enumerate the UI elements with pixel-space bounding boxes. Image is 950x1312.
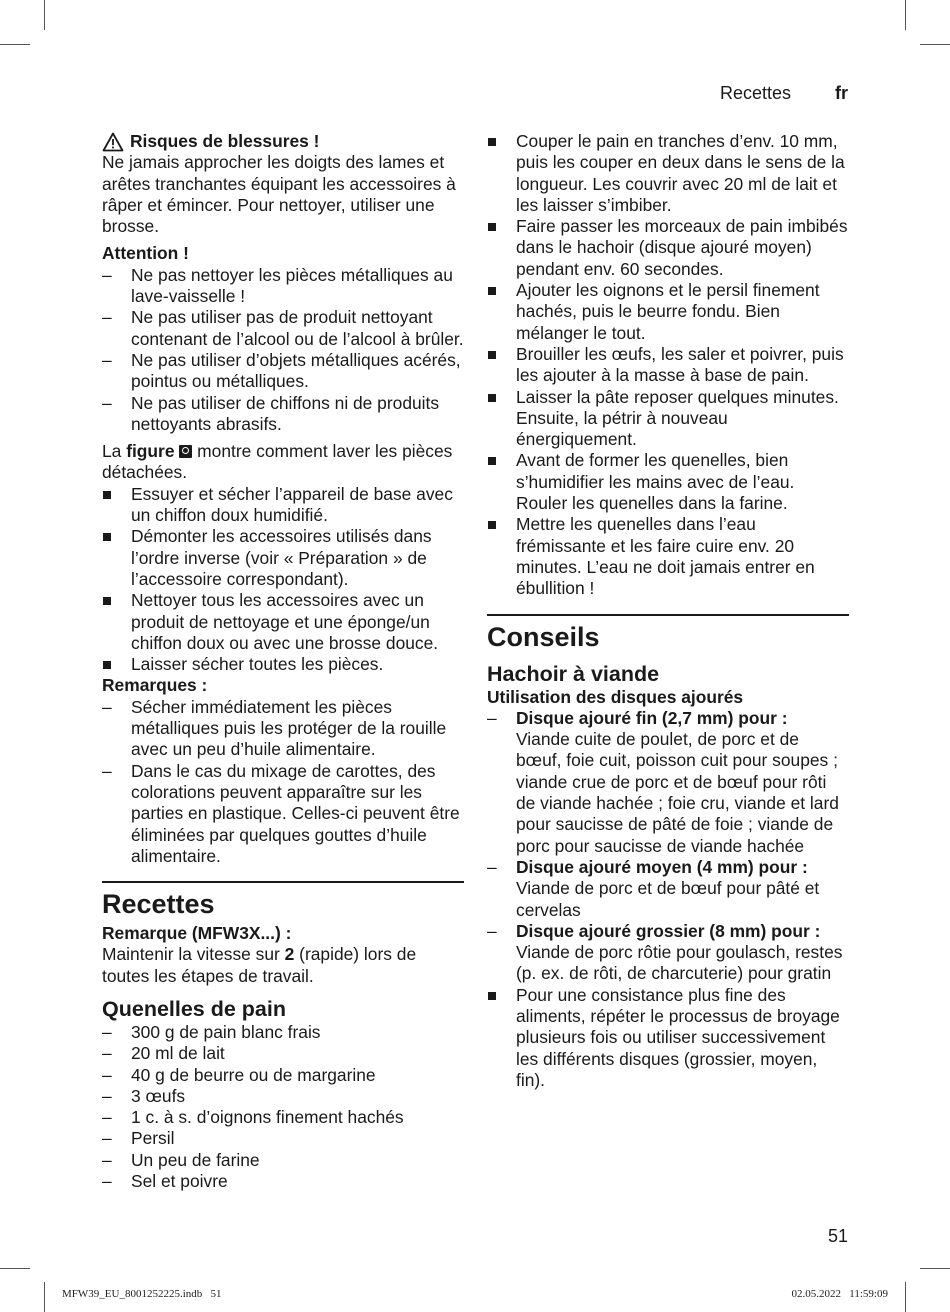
remarks-title: Remarques : [102, 675, 208, 696]
figure-paragraph: La figure montre comment laver les pièces détachées. [102, 441, 453, 483]
figure-reference-icon [179, 445, 192, 458]
list-item: Couper le pain en tranches d’env. 10 mm, puis les couper en deux dans le sens de la longueur. Les couvrir avec 20 ml de lait et les laisser s’imbiber. [516, 131, 845, 215]
list-item: – 1 c. à s. d’oignons finement hachés [102, 1107, 404, 1128]
attention-list [102, 265, 464, 435]
discs-list [487, 708, 849, 1091]
list-item: – 20 ml de lait [102, 1043, 225, 1064]
list-item: – Ne pas utiliser de chiffons ni de produits nettoyants abrasifs. [102, 392, 440, 434]
warning-title: Risques de blessures ! [130, 131, 320, 151]
right-column [487, 131, 849, 1091]
list-item: Nettoyer tous les accessoires avec un produit de nettoyage et une éponge/un chiffon doux ou avec une brosse douce. [131, 590, 439, 653]
list-item: – 300 g de pain blanc frais [102, 1021, 321, 1042]
disques-subheading: Utilisation des disques ajourés [487, 686, 744, 707]
list-item: Démonter les accessoires utilisés dans l’ordre inverse (voir « Préparation » de l’accessoire correspondant). [131, 526, 432, 589]
crop-mark [905, 0, 906, 30]
running-head-language: fr [835, 83, 848, 103]
list-item: Pour une consistance plus fine des aliments, répéter le processus de broyage plusieurs fois ou utiliser successivement les différents disques (grossier, moyen, fin). [516, 984, 840, 1090]
list-item: – 3 œufs [102, 1085, 186, 1106]
list-item: Laisser sécher toutes les pièces. [131, 654, 384, 675]
list-item: Mettre les quenelles dans l’eau frémissante et les faire cuire env. 20 minutes. L’eau ne doit jamais entrer en ébullition ! [516, 514, 815, 599]
list-item: – Ne pas utiliser d’objets métalliques acérés, pointus ou métalliques. [102, 349, 461, 392]
list-item: – Disque ajouré moyen (4 mm) pour : Viande de porc et de bœuf pour pâté et cervelas [487, 856, 820, 920]
list-item: Faire passer les morceaux de pain imbibés dans le hachoir (disque ajouré moyen) pendant env. 60 secondes. [516, 216, 848, 279]
crop-mark [0, 44, 30, 45]
left-column [102, 131, 464, 1192]
warning-triangle-icon [102, 132, 124, 152]
list-item: Brouiller les œufs, les saler et poivrer, puis les ajouter à la masse à base de pain. [516, 343, 844, 386]
list-item: Laisser la pâte reposer quelques minutes. Ensuite, la pétrir à nouveau énergiquement. [516, 386, 839, 450]
list-item: – Dans le cas du mixage de carottes, des colorations peuvent apparaître sur les parties en plastique. Celles-ci peuvent être éliminées par quelques gouttes d’huile alimentaire. [102, 760, 460, 866]
list-item: – Un peu de farine [102, 1149, 260, 1170]
attention-title: Attention ! [102, 243, 189, 264]
list-item: – Disque ajouré fin (2,7 mm) pour : Viande cuite de poulet, de porc et de bœuf, foie cuit, poisson cuit pour soupes ; viande crue de porc et de bœuf pour rôti de viande hachée ; foie cru, viande et lard pour saucisse de pâté de foie ; viande de porc pour saucisse de viande hachée [487, 707, 839, 856]
conseils-heading: Conseils [487, 621, 600, 652]
list-item: – 40 g de beurre ou de margarine [102, 1064, 376, 1085]
crop-mark [44, 1282, 45, 1312]
list-item: – Sel et poivre [102, 1171, 228, 1192]
print-slug-date: 02.05.2022 11:59:09 [791, 1288, 888, 1300]
warning-text: Ne jamais approcher les doigts des lames et arêtes tranchantes équipant les accessoires à râper et émincer. Pour nettoyer, utiliser une brosse. [102, 152, 456, 237]
list-item: – Ne pas utiliser pas de produit nettoyant contenant de l’alcool ou de l’alcool à brûler. [102, 307, 464, 349]
list-item: – Persil [102, 1128, 175, 1149]
running-head [720, 83, 848, 104]
section-divider [487, 614, 849, 616]
hachoir-heading: Hachoir à viande [487, 661, 660, 686]
quenelles-heading: Quenelles de pain [102, 996, 286, 1021]
recettes-heading: Recettes [102, 889, 215, 920]
list-item: – Sécher immédiatement les pièces métalliques puis les protéger de la rouille avec un peu d’huile alimentaire. [102, 696, 447, 760]
crop-mark [905, 1282, 906, 1312]
ingredients-list [102, 1022, 464, 1192]
list-item: Essuyer et sécher l’appareil de base avec un chiffon doux humidifié. [131, 483, 453, 526]
remarks-list [102, 697, 464, 867]
crop-mark [44, 0, 45, 30]
crop-mark [920, 1268, 950, 1269]
cleaning-steps-list [102, 484, 464, 676]
recettes-note-text: Maintenir la vitesse sur 2 (rapide) lors de toutes les étapes de travail. [102, 944, 417, 986]
recettes-note-title: Remarque (MFW3X...) : [102, 923, 292, 944]
list-item: Ajouter les oignons et le persil finement hachés, puis le beurre fondu. Bien mélanger le tout. [516, 280, 820, 343]
print-slug-file: MFW39_EU_8001252225.indb 51 [62, 1288, 222, 1300]
section-divider [102, 881, 464, 883]
list-item: Avant de former les quenelles, bien s’humidifier les mains avec de l’eau. Rouler les quenelles dans la farine. [516, 450, 795, 514]
recipe-steps-list [487, 131, 849, 600]
running-head-section: Recettes [719, 83, 791, 103]
warning-heading [102, 131, 464, 152]
list-item: – Disque ajouré grossier (8 mm) pour : Viande de porc rôtie pour goulasch, restes (p. ex. de rôti, de charcuterie) pour gratin [487, 920, 843, 984]
page-number: 51 [827, 1226, 848, 1246]
list-item: – Ne pas nettoyer les pièces métalliques au lave-vaisselle ! [102, 264, 453, 307]
crop-mark [0, 1268, 30, 1269]
crop-mark [920, 44, 950, 45]
